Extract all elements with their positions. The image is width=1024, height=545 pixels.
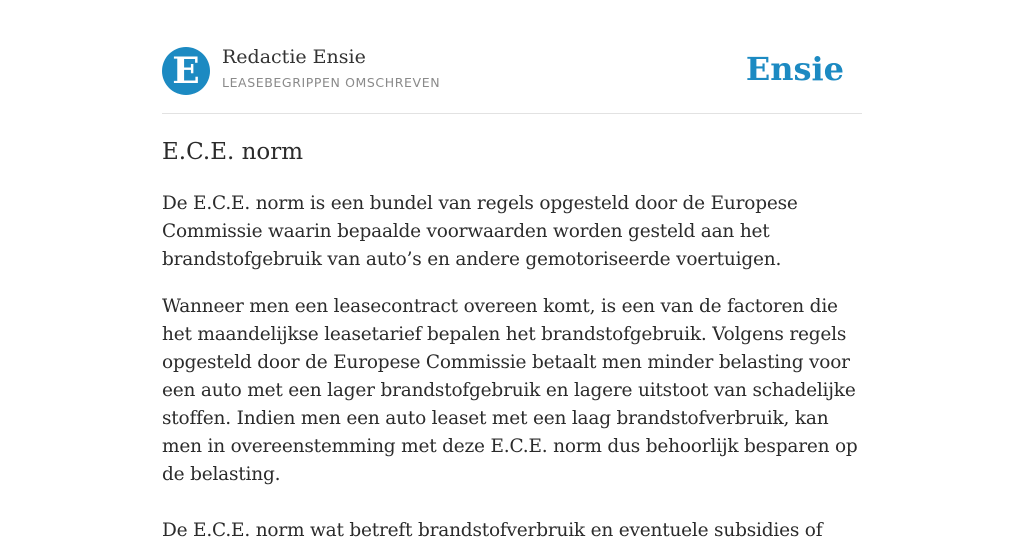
article-body: [162, 136, 862, 545]
author-avatar[interactable]: E: [162, 47, 210, 95]
header-divider: [162, 113, 862, 114]
article-paragraph: Wanneer men een leasecontract overeen komt, is een van de factoren die het maandelijkse leasetarief bepalen het brandstofgebruik. Volgens regels opgesteld door de Europese Commissie betaalt men minder belasting voor een auto met een lager brandstofgebruik en lagere uitstoot van schadelijke stoffen. Indien men een auto leaset met een laag brandstofverbruik, kan men in overeenstemming met deze E.C.E. norm dus behoorlijk besparen op de belasting.: [162, 296, 858, 485]
author-name[interactable]: Redactie Ensie: [222, 46, 366, 68]
author-subtitle: LEASEBEGRIPPEN OMSCHREVEN: [222, 75, 441, 90]
article-header: [162, 46, 862, 96]
ensie-logo[interactable]: Ensie: [745, 50, 844, 88]
article-paragraph: De E.C.E. norm wat betreft brandstofverbruik en eventuele subsidies of: [162, 520, 823, 541]
article-title: E.C.E. norm: [162, 139, 304, 165]
article-paragraph: De E.C.E. norm is een bundel van regels opgesteld door de Europese Commissie waarin bepaalde voorwaarden worden gesteld aan het brandstofgebruik van auto’s en andere gemotoriseerde voertuigen.: [162, 193, 798, 270]
